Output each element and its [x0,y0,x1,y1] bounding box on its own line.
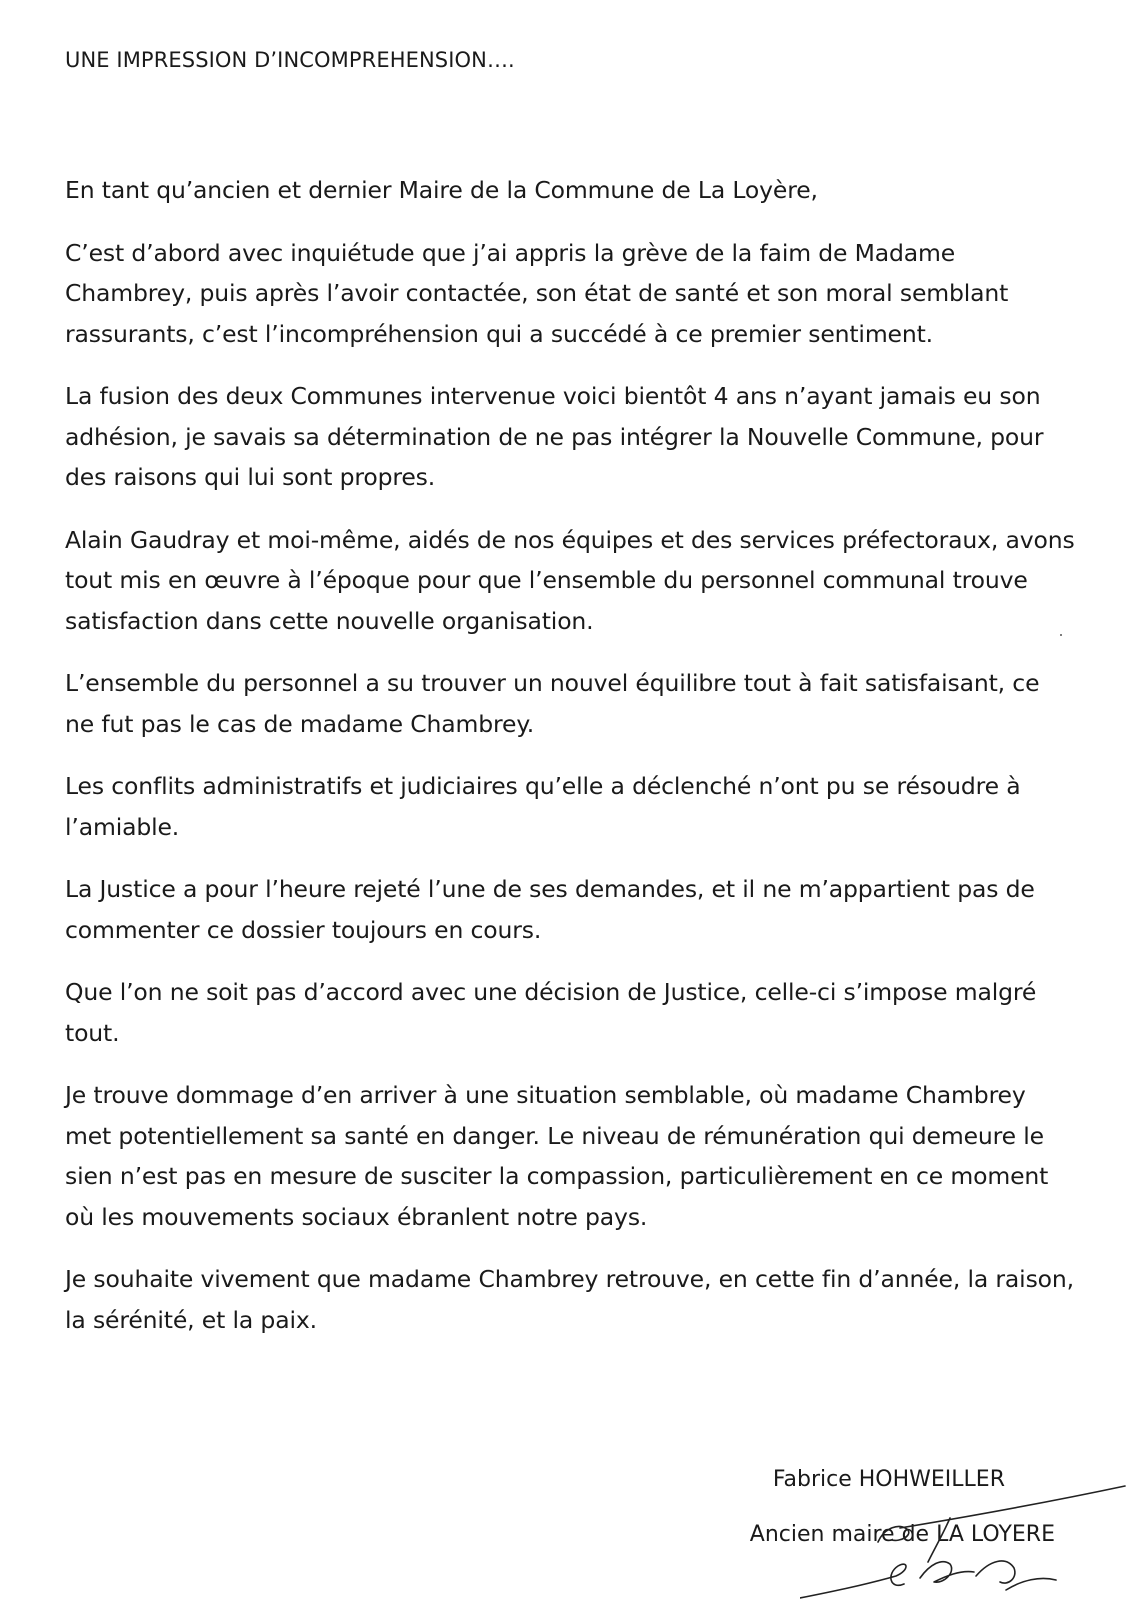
paragraph-inquietude: C’est d’abord avec inquiétude que j’ai appris la grève de la faim de Madame Chambrey, puis après l’avoir contactée, son état de santé et son moral semblant rassurants, c’est l’incompréhension qui a succédé à ce premier sentiment. [65,238,1009,348]
paragraph-personnel: L’ensemble du personnel a su trouver un nouvel équilibre tout à fait satisfaisant, ce ne fut pas le cas de madame Chambrey. [65,669,1040,738]
paragraph-conflits: Les conflits administratifs et judiciaires qu’elle a déclenché n’ont pu se résoudre à l’amiable. [65,772,1021,841]
paragraph-souhait: Je souhaite vivement que madame Chambrey retrouve, en cette fin d’année, la raison, la sérénité, et la paix. [65,1265,1074,1334]
signatory-name: Fabrice HOHWEILLER [772,1467,1005,1492]
paper-speck [1060,634,1062,636]
handwritten-signature [800,1480,1130,1600]
paragraph-organisation: Alain Gaudray et moi-même, aidés de nos équipes et des services préfectoraux, avons tout mis en œuvre à l’époque pour que l’ensemble du personnel communal trouve satisfaction dans cette nouvelle organisation. [65,525,1075,635]
paragraph-dommage: Je trouve dommage d’en arriver à une situation semblable, où madame Chambrey met potentiellement sa santé en danger. Le niveau de rémunération qui demeure le sien n’est pas en mesure de susciter la compassion, particulièrement en ce moment où les mouvements sociaux ébranlent notre pays. [65,1081,1049,1231]
paragraph-decision: Que l’on ne soit pas d’accord avec une décision de Justice, celle-ci s’impose malgré tout. [65,978,1037,1047]
document-title: UNE IMPRESSION D’INCOMPREHENSION…. [65,48,515,72]
letter-body [65,170,1075,1362]
signatory-role: Ancien maire de LA LOYERE [749,1522,1055,1547]
paragraph-fusion: La fusion des deux Communes intervenue voici bientôt 4 ans n’ayant jamais eu son adhésion, je savais sa détermination de ne pas intégrer la Nouvelle Commune, pour des raisons qui lui sont propres. [65,382,1044,491]
paragraph-justice: La Justice a pour l’heure rejeté l’une de ses demandes, et il ne m’appartient pas de commenter ce dossier toujours en cours. [65,875,1035,944]
paragraph-salutation: En tant qu’ancien et dernier Maire de la Commune de La Loyère, [65,176,818,204]
